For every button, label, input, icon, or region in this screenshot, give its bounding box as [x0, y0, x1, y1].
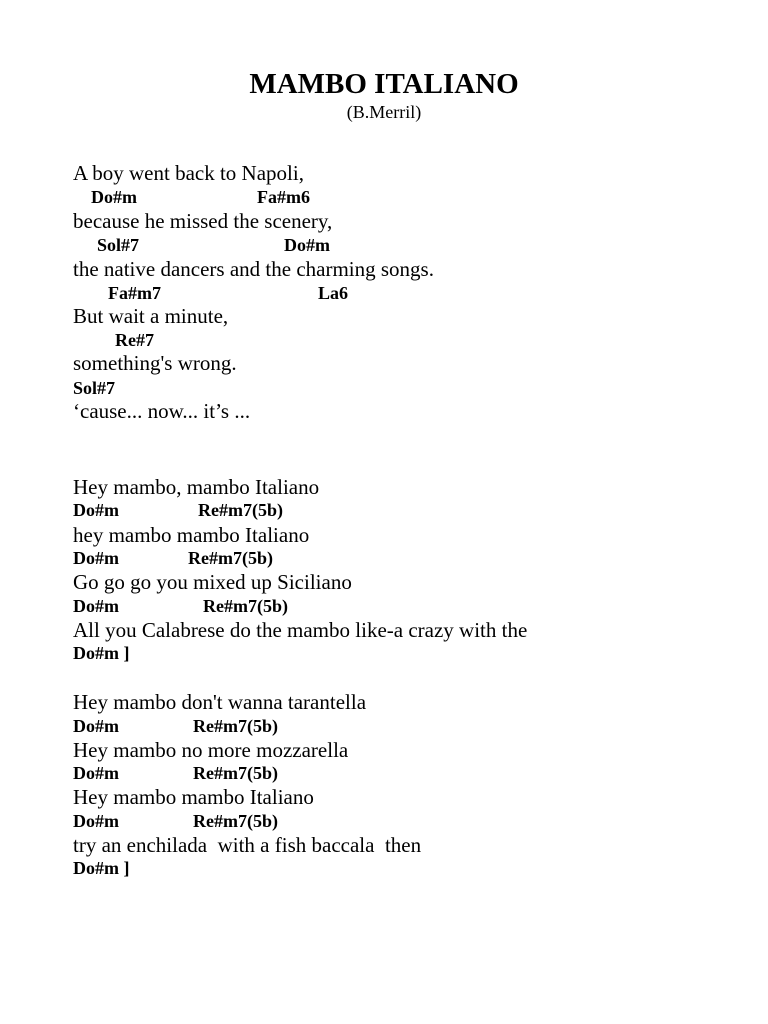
chord-label: Do#m ] [73, 858, 130, 878]
chord-label: Fa#m7 [108, 283, 161, 303]
chord-label: Sol#7 [97, 235, 140, 255]
lyric-line: All you Calabrese do the mambo like-a crazy with the [73, 618, 528, 642]
chord-label: Do#m [73, 500, 119, 520]
lyric-line: Hey mambo don't wanna tarantella [73, 690, 367, 714]
chord-label: Do#m [73, 596, 119, 616]
lyric-line: hey mambo mambo Italiano [73, 523, 310, 547]
chord-label: Re#7 [115, 330, 154, 350]
chord-label: Do#m [73, 548, 119, 568]
chord-label: Sol#7 [73, 378, 116, 398]
chord-label: Do#m [91, 187, 137, 207]
song-title: MAMBO ITALIANO [249, 68, 519, 100]
lyric-line: Hey mambo, mambo Italiano [73, 475, 320, 499]
lyric-line: But wait a minute, [73, 304, 229, 328]
lyric-line: Go go go you mixed up Siciliano [73, 570, 352, 594]
lyric-line: something's wrong. [73, 351, 237, 375]
chord-label: Do#m [284, 235, 330, 255]
chord-label: Re#m7(5b) [198, 500, 283, 520]
chord-label: La6 [318, 283, 349, 303]
chord-label: Re#m7(5b) [193, 763, 278, 783]
chord-label: Fa#m6 [257, 187, 310, 207]
lyric-line: ‘cause... now... it’s ... [73, 399, 251, 423]
chord-label: Re#m7(5b) [193, 811, 278, 831]
chord-label: Re#m7(5b) [188, 548, 273, 568]
chord-label: Do#m [73, 811, 119, 831]
chord-label: Do#m [73, 763, 119, 783]
lyric-line: because he missed the scenery, [73, 209, 333, 233]
lyric-line: A boy went back to Napoli, [73, 161, 304, 185]
lyric-line: try an enchilada with a fish baccala then [73, 833, 422, 857]
lyric-line: Hey mambo mambo Italiano [73, 785, 314, 809]
song-author: (B.Merril) [346, 102, 422, 122]
chord-label: Do#m ] [73, 643, 130, 663]
chord-label: Do#m [73, 716, 119, 736]
chord-label: Re#m7(5b) [203, 596, 288, 616]
lyric-line: Hey mambo no more mozzarella [73, 738, 349, 762]
chord-label: Re#m7(5b) [193, 716, 278, 736]
lyric-line: the native dancers and the charming songs. [73, 257, 434, 281]
